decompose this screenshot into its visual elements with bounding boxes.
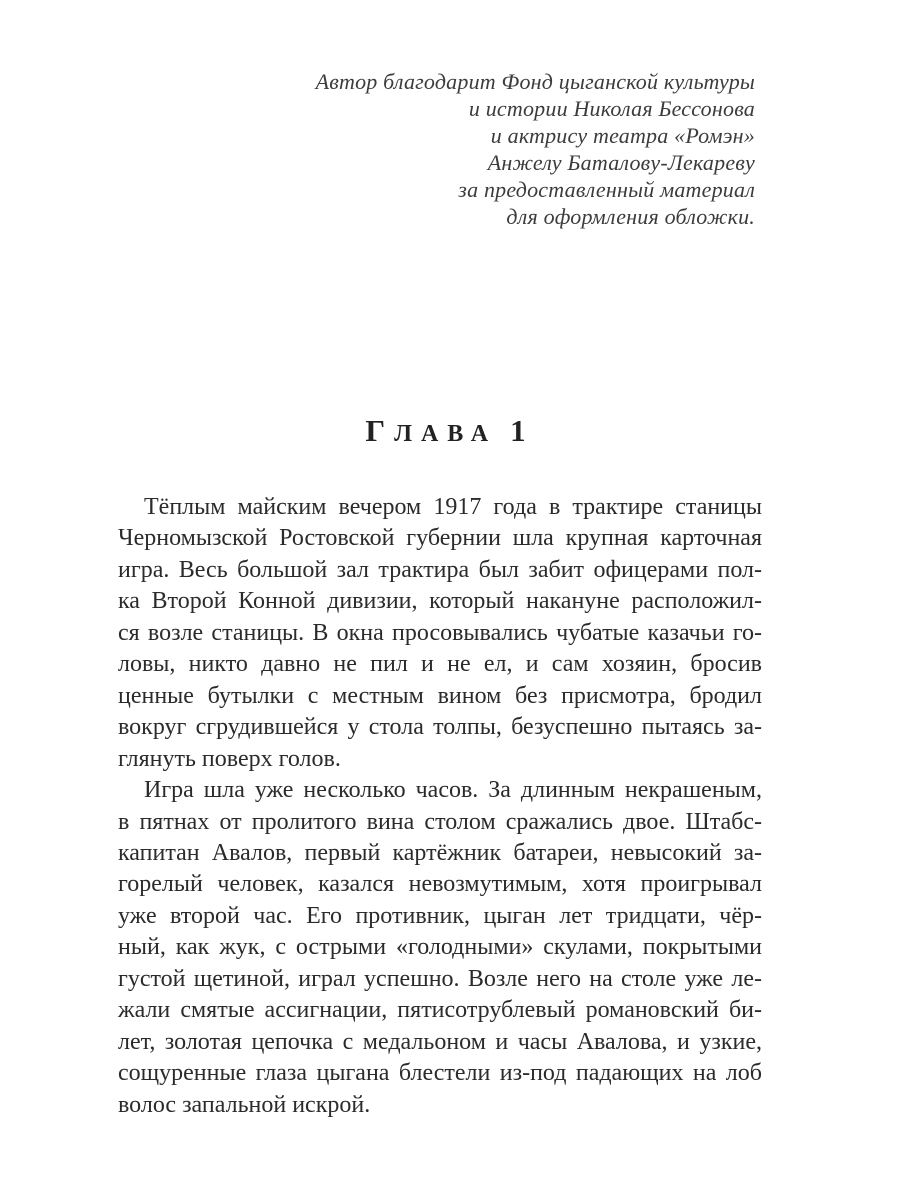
body-line: Игра шла уже несколько часов. За длинным некрашеным, <box>144 777 762 804</box>
body-line: ный, как жук, с острыми «голодными» скулами, покрытыми <box>118 934 762 961</box>
body-line: капитан Авалов, первый картёжник батареи, невысокий за- <box>118 839 762 866</box>
body-line: глянуть поверх голов. <box>118 745 341 772</box>
body-line: лет, золотая цепочка с медальоном и часы Авалова, и узкие, <box>118 1028 762 1055</box>
dedication-line: за предоставленный материал <box>458 177 755 202</box>
body-line: волос запальной искрой. <box>118 1091 371 1118</box>
body-line: ка Второй Конной дивизии, который накануне расположил- <box>118 588 762 615</box>
body-line: ловы, никто давно не пил и не ел, и сам хозяин, бросив <box>118 651 762 678</box>
body-line: горелый человек, казался невозмутимым, хотя проигрывал <box>118 871 762 898</box>
chapter-number: 1 <box>510 413 535 448</box>
paragraph-2 <box>118 775 762 1121</box>
body-line: жали смятые ассигнации, пятисотрублевый романовский би- <box>118 997 762 1024</box>
body-line: сощуренные глаза цыгана блестели из-под падающих на лоб <box>118 1060 762 1087</box>
body-line: вокруг сгрудившейся у стола толпы, безуспешно пытаясь за- <box>118 714 762 741</box>
paragraph-1 <box>118 492 762 775</box>
chapter-word-initial: Г <box>365 413 395 448</box>
body-line: ся возле станицы. В окна просовывались чубатые казачьи го- <box>118 619 762 646</box>
body-text <box>118 492 762 1121</box>
body-line: игра. Весь большой зал трактира был забит офицерами пол- <box>118 556 762 583</box>
body-line: густой щетиной, играл успешно. Возле него на столе уже ле- <box>118 965 762 992</box>
dedication-line: и актрису театра «Ромэн» <box>490 123 755 148</box>
chapter-word-rest: ЛАВА <box>394 421 498 447</box>
dedication-line: и истории Николая Бессонова <box>468 96 755 121</box>
chapter-heading <box>0 412 900 449</box>
dedication-line: Анжелу Баталову-Лекареву <box>487 150 755 175</box>
dedication <box>316 68 755 230</box>
dedication-line: для оформления обложки. <box>506 204 755 229</box>
body-line: ценные бутылки с местным вином без присмотра, бродил <box>118 682 762 709</box>
body-line: уже второй час. Его противник, цыган лет тридцати, чёр- <box>118 902 762 929</box>
body-line: в пятнах от пролитого вина столом сражались двое. Штабс- <box>118 808 762 835</box>
body-line: Тёплым майским вечером 1917 года в трактире станицы <box>144 494 762 520</box>
body-line: Черномызской Ростовской губернии шла крупная карточная <box>118 525 762 552</box>
dedication-line: Автор благодарит Фонд цыганской культуры <box>315 69 755 94</box>
